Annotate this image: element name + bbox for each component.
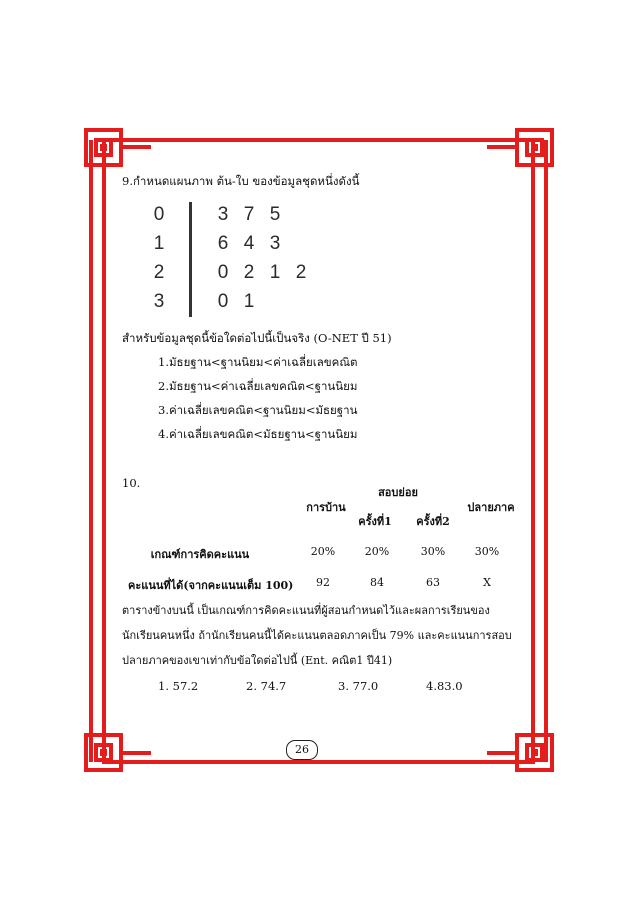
header-homework: การบ้าน	[306, 501, 346, 514]
stem-value: 2	[153, 262, 165, 283]
q10-choice-2: 2. 74.7	[246, 679, 287, 693]
leaf-value: 4	[243, 233, 255, 254]
q10-choice-3: 3. 77.0	[338, 679, 379, 693]
stem-value: 3	[153, 291, 165, 312]
leaf-value: 1	[269, 262, 281, 283]
leaf-value: 2	[295, 262, 307, 283]
q9-choice-3: 3.ค่าเฉลี่ยเลขคณิต<ฐานนิยม<มัธยฐาน	[158, 403, 358, 417]
header-quiz: สอบย่อย	[378, 486, 418, 499]
leaf-value: 0	[217, 262, 229, 283]
q10-paragraph-line-1: ตารางข้างบนนี้ เป็นเกณฑ์การคิดคะแนนที่ผู้สอนกำหนดไว้และผลการเรียนของ	[122, 604, 490, 617]
q10-number: 10.	[122, 476, 141, 490]
table-cell: X	[483, 576, 491, 589]
q9-choice-4: 4.ค่าเฉลี่ยเลขคณิต<มัธยฐาน<ฐานนิยม	[158, 427, 358, 441]
q9-question: สำหรับข้อมูลชุดนี้ข้อใดต่อไปนี้เป็นจริง (O-NET ปี 51)	[122, 331, 392, 345]
stem-value: 0	[153, 204, 165, 225]
table-cell: 30%	[474, 545, 500, 558]
q10-paragraph-line-3: ปลายภาคของเขาเท่ากับข้อใดต่อไปนี้ (Ent. คณิต1 ปี41)	[122, 654, 393, 667]
leaf-value: 7	[243, 204, 255, 225]
header-final: ปลายภาค	[467, 501, 515, 514]
row-score-label: คะแนนที่ได้(จากคะแนนเต็ม 100)	[128, 579, 294, 592]
header-quiz2: ครั้งที่2	[416, 515, 450, 528]
leaf-value: 3	[217, 204, 229, 225]
stem-value: 1	[153, 233, 165, 254]
row-criteria-label: เกณฑ์การคิดคะแนน	[150, 548, 250, 561]
leaf-value: 5	[269, 204, 281, 225]
table-cell: 92	[316, 576, 330, 589]
table-cell: 84	[370, 576, 384, 589]
q10-choice-1: 1. 57.2	[158, 679, 199, 693]
header-quiz1: ครั้งที่1	[358, 515, 392, 528]
page-number: 26	[286, 740, 318, 760]
table-cell: 20%	[364, 545, 390, 558]
leaf-value: 6	[217, 233, 229, 254]
table-cell: 20%	[310, 545, 336, 558]
table-cell: 63	[426, 576, 440, 589]
leaf-value: 0	[217, 291, 229, 312]
q10-choice-4: 4.83.0	[426, 679, 463, 693]
leaf-value: 3	[269, 233, 281, 254]
q9-choice-1: 1.มัธยฐาน<ฐานนิยม<ค่าเฉลี่ยเลขคณิต	[158, 355, 358, 369]
leaf-value: 2	[243, 262, 255, 283]
stem-leaf-divider	[189, 202, 192, 317]
leaf-value: 1	[243, 291, 255, 312]
table-cell: 30%	[420, 545, 446, 558]
q9-choice-2: 2.มัธยฐาน<ค่าเฉลี่ยเลขคณิต<ฐานนิยม	[158, 379, 358, 393]
q9-title: 9.กำหนดแผนภาพ ต้น-ใบ ของข้อมูลชุดหนึ่งดังนี้	[122, 174, 360, 188]
q10-paragraph-line-2: นักเรียนคนหนึ่ง ถ้านักเรียนคนนี้ได้คะแนนตลอดภาคเป็น 79% และคะแนนการสอบ	[122, 629, 512, 642]
